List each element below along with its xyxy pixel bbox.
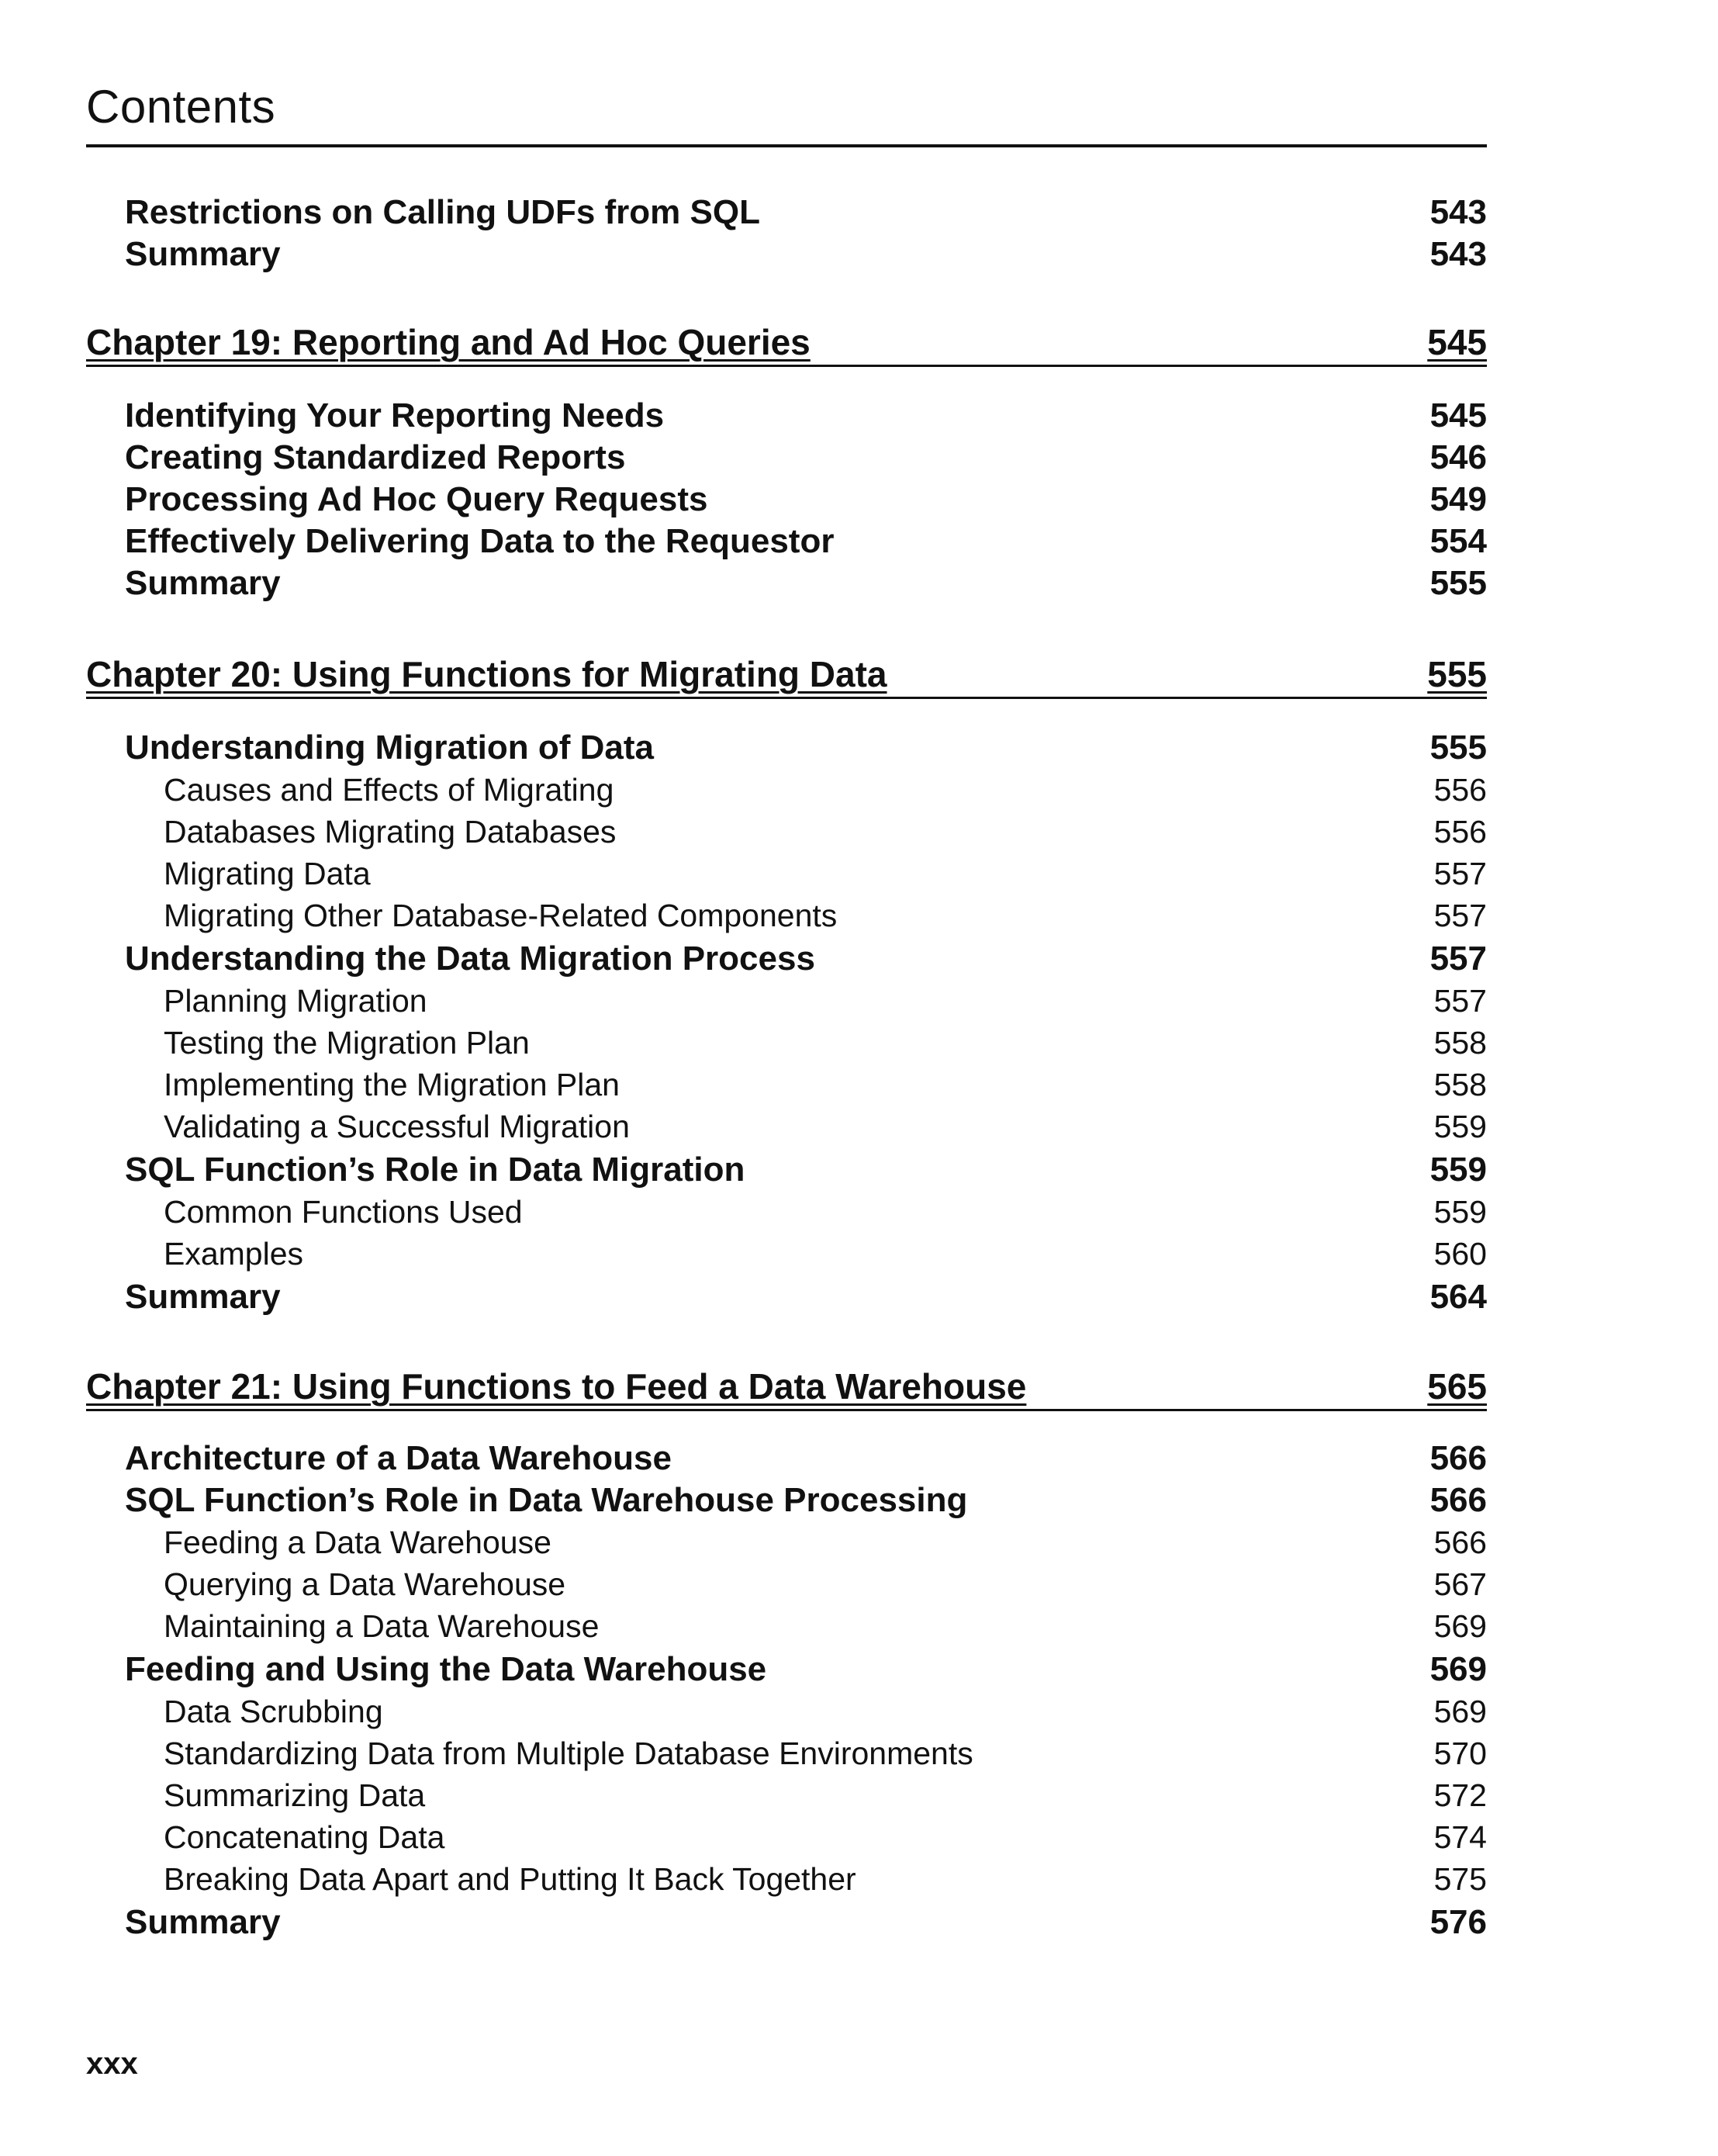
toc-entry-title: Testing the Migration Plan: [164, 1025, 530, 1061]
toc-entry-page: 567: [1433, 1566, 1487, 1602]
toc-entry-page: 559: [1433, 1194, 1487, 1230]
toc-entry-title: Examples: [164, 1236, 304, 1272]
toc-entry-page: 560: [1433, 1236, 1487, 1272]
toc-entry-title: Restrictions on Calling UDFs from SQL: [125, 193, 760, 231]
toc-entry-page: 569: [1433, 1694, 1487, 1729]
toc-entry-title: Common Functions Used: [164, 1194, 523, 1230]
toc-entry-page: 555: [1429, 564, 1487, 602]
toc-entry-page: 566: [1429, 1439, 1487, 1477]
toc-chapter-page: 565: [1427, 1366, 1487, 1407]
toc-entry-page: 566: [1429, 1481, 1487, 1519]
toc-entry-title: Breaking Data Apart and Putting It Back Together: [164, 1861, 856, 1897]
toc-entry-title: Implementing the Migration Plan: [164, 1067, 620, 1102]
toc-entry-title: Planning Migration: [164, 983, 427, 1019]
toc-entry-title: Summary: [125, 1903, 281, 1941]
toc-entry-title: Querying a Data Warehouse: [164, 1566, 566, 1602]
toc-entry-title: Processing Ad Hoc Query Requests: [125, 480, 708, 518]
toc-entry-page: 558: [1433, 1067, 1487, 1102]
toc-entry-page: 572: [1433, 1777, 1487, 1813]
toc-chapter-heading[interactable]: [86, 324, 1487, 367]
toc-entry-page: 557: [1429, 940, 1487, 978]
toc-entry-page: 569: [1433, 1608, 1487, 1644]
toc-entry-page: 570: [1433, 1736, 1487, 1771]
toc-entry-title: Causes and Effects of Migrating: [164, 772, 614, 808]
toc-entry-page: 559: [1429, 1151, 1487, 1189]
toc-entry-title: Migrating Data: [164, 856, 371, 891]
toc-entry-title: Concatenating Data: [164, 1819, 445, 1855]
toc-entry-page: 549: [1429, 480, 1487, 518]
toc-entry-title: Understanding Migration of Data: [125, 728, 654, 767]
toc-entry-title: Databases Migrating Databases: [164, 814, 617, 850]
toc-entry-title: SQL Function’s Role in Data Migration: [125, 1151, 745, 1189]
toc-entry-page: 566: [1433, 1524, 1487, 1560]
toc-entry-title: Feeding and Using the Data Warehouse: [125, 1650, 767, 1688]
toc-entry-page: 557: [1433, 898, 1487, 933]
toc-entry-page: 576: [1429, 1903, 1487, 1941]
toc-entry-page: 557: [1433, 983, 1487, 1019]
toc-chapter-page: 555: [1427, 654, 1487, 694]
toc-entry-title: Architecture of a Data Warehouse: [125, 1439, 672, 1477]
toc-entry-page: 556: [1433, 772, 1487, 808]
toc-entry-title: Creating Standardized Reports: [125, 438, 626, 476]
header-rule: [86, 144, 1487, 147]
toc-entry-title: Validating a Successful Migration: [164, 1109, 630, 1144]
toc-entry-page: 546: [1429, 438, 1487, 476]
toc-entry-page: 574: [1433, 1819, 1487, 1855]
toc-entry-page: 555: [1429, 728, 1487, 767]
toc-entry-title: Standardizing Data from Multiple Database Environments: [164, 1736, 973, 1771]
toc-entry-page: 569: [1429, 1650, 1487, 1688]
toc-entry-title: Migrating Other Database-Related Components: [164, 898, 838, 933]
toc-entry-page: 575: [1433, 1861, 1487, 1897]
toc-chapter-heading[interactable]: [86, 1366, 1487, 1411]
toc-entry-page: 556: [1433, 814, 1487, 850]
page-title: Contents: [86, 81, 276, 133]
toc-chapter-title: Chapter 20: Using Functions for Migrating Data: [86, 654, 887, 694]
toc-entry-title: Summarizing Data: [164, 1777, 426, 1813]
toc-chapter-title: Chapter 19: Reporting and Ad Hoc Queries: [86, 322, 811, 362]
toc-entry-page: 545: [1429, 396, 1487, 434]
toc-entry-title: Understanding the Data Migration Process: [125, 940, 815, 978]
page-number: xxx: [86, 2047, 138, 2081]
toc-chapter-heading[interactable]: [86, 656, 1487, 699]
toc-chapter-page: 545: [1427, 322, 1487, 362]
toc-entry-title: SQL Function’s Role in Data Warehouse Processing: [125, 1481, 968, 1519]
toc-entry-page: 564: [1429, 1278, 1487, 1316]
toc-entry-title: Effectively Delivering Data to the Requestor: [125, 522, 835, 560]
toc-entry-title: Feeding a Data Warehouse: [164, 1524, 551, 1560]
toc-entry-title: Summary: [125, 564, 281, 602]
toc-entry-page: 554: [1429, 522, 1487, 560]
toc-entry-title: Summary: [125, 235, 281, 273]
toc-entry-title: Maintaining a Data Warehouse: [164, 1608, 600, 1644]
toc-entry-title: Data Scrubbing: [164, 1694, 383, 1729]
toc-chapter-title: Chapter 21: Using Functions to Feed a Data Warehouse: [86, 1366, 1027, 1407]
toc-entry-title: Identifying Your Reporting Needs: [125, 396, 665, 434]
toc-entry-title: Summary: [125, 1278, 281, 1316]
toc-entry-page: 543: [1429, 193, 1487, 231]
toc-entry-page: 557: [1433, 856, 1487, 891]
toc-entry-page: 559: [1433, 1109, 1487, 1144]
toc-entry-page: 558: [1433, 1025, 1487, 1061]
toc-entry-page: 543: [1429, 235, 1487, 273]
